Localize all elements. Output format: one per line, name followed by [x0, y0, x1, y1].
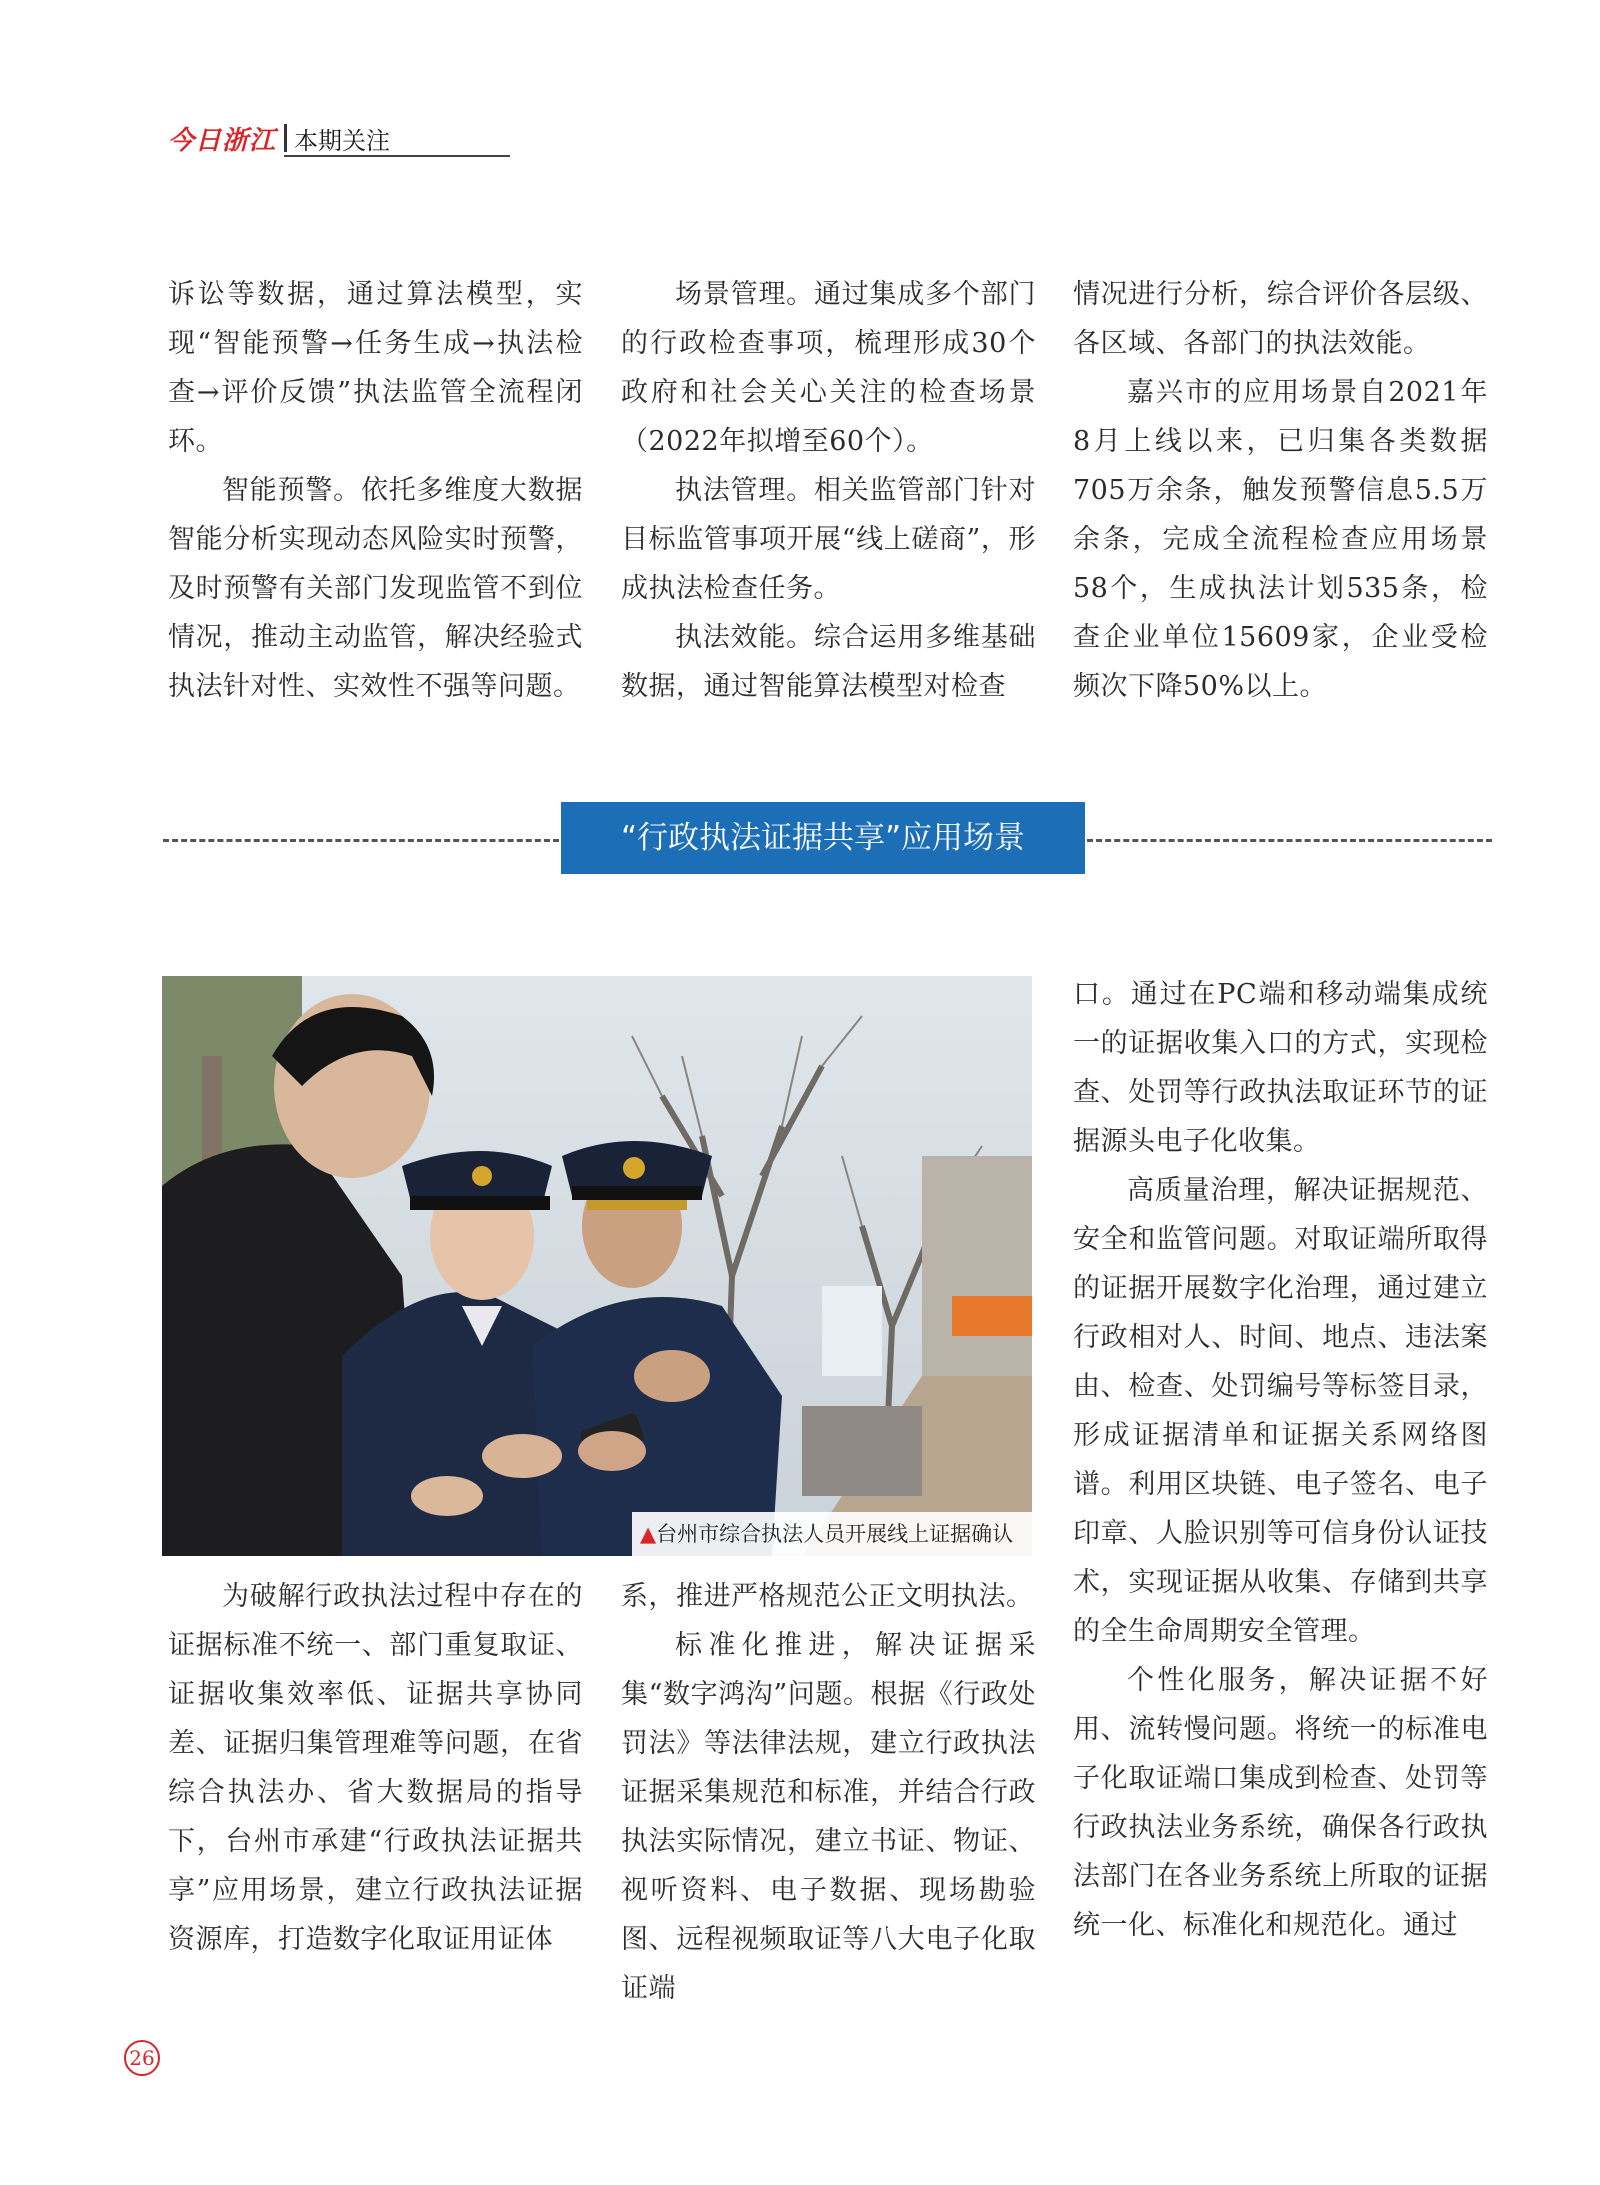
top-column-3	[1073, 270, 1488, 711]
header-rule	[284, 155, 510, 157]
photo-illustration	[162, 976, 1032, 1556]
top-column-2	[621, 270, 1036, 711]
bottom-column-2	[621, 1572, 1036, 2013]
page-header	[168, 118, 510, 158]
paragraph: 执法效能。综合运用多维基础数据，通过智能算法模型对检查	[621, 622, 1036, 702]
bottom-column-1	[168, 1572, 583, 1964]
caption-text: 台州市综合执法人员开展线上证据确认	[656, 1522, 1014, 1546]
section-title: 本期关注	[294, 127, 390, 155]
paragraph: 标准化推进，解决证据采集“数字鸿沟”问题。根据《行政处罚法》等法律法规，建立行政执法证据采集规范和标准，并结合行政执法实际情况，建立书证、物证、视听资料、电子数据、现场勘验图、远程视频取证等八大电子化取证端	[621, 1630, 1036, 2004]
section-banner: “行政执法证据共享”应用场景	[561, 802, 1085, 874]
paragraph: 嘉兴市的应用场景自2021年8月上线以来，已归集各类数据705万余条，触发预警信息5.5万余条，完成全流程检查应用场景58个，生成执法计划535条，检查企业单位15609家，企业受检频次下降50%以上。	[1073, 377, 1488, 702]
paragraph: 执法管理。相关监管部门针对目标监管事项开展“线上磋商”，形成执法检查任务。	[621, 475, 1036, 604]
paragraph: 高质量治理，解决证据规范、安全和监管问题。对取证端所取得的证据开展数字化治理，通过建立行政相对人、时间、地点、违法案由、检查、处罚编号等标签目录，形成证据清单和证据关系网络图谱。利用区块链、电子签名、电子印章、人脸识别等可信身份认证技术，实现证据从收集、存储到共享的全生命周期安全管理。	[1073, 1175, 1488, 1647]
paragraph: 个性化服务，解决证据不好用、流转慢问题。将统一的标准电子化取证端口集成到检查、处罚等行政执法业务系统，确保各行政执法部门在各业务系统上所取的证据统一化、标准化和规范化。通过	[1073, 1665, 1488, 1941]
paragraph: 为破解行政执法过程中存在的证据标准不统一、部门重复取证、证据收集效率低、证据共享协同差、证据归集管理难等问题，在省综合执法办、省大数据局的指导下，台州市承建“行政执法证据共享”应用场景，建立行政执法证据资源库，打造数字化取证用证体	[168, 1581, 583, 1955]
bottom-column-3	[1073, 970, 1488, 1950]
banner-dashed-line-left	[163, 839, 559, 842]
paragraph: 智能预警。依托多维度大数据智能分析实现动态风险实时预警，及时预警有关部门发现监管不到位情况，推动主动监管，解决经验式执法针对性、实效性不强等问题。	[168, 475, 583, 702]
magazine-logo: 今日浙江	[168, 126, 277, 156]
photo-caption	[632, 1512, 1032, 1556]
paragraph: 系，推进严格规范公正文明执法。	[621, 1581, 1034, 1612]
header-divider	[284, 124, 287, 152]
paragraph: 诉讼等数据，通过算法模型，实现“智能预警→任务生成→执法检查→评价反馈”执法监管全流程闭环。	[168, 279, 583, 457]
page-number: 26	[124, 2040, 160, 2076]
paragraph: 情况进行分析，综合评价各层级、各区域、各部门的执法效能。	[1073, 279, 1488, 359]
caption-triangle-icon: ▲	[640, 1522, 657, 1546]
banner-dashed-line-right	[1087, 839, 1492, 842]
top-column-1	[168, 270, 583, 711]
paragraph: 口。通过在PC端和移动端集成统一的证据收集入口的方式，实现检查、处罚等行政执法取证环节的证据源头电子化收集。	[1073, 979, 1488, 1157]
paragraph: 场景管理。通过集成多个部门的行政检查事项，梳理形成30个政府和社会关心关注的检查场景（2022年拟增至60个）。	[621, 279, 1036, 457]
news-photo	[162, 976, 1032, 1556]
